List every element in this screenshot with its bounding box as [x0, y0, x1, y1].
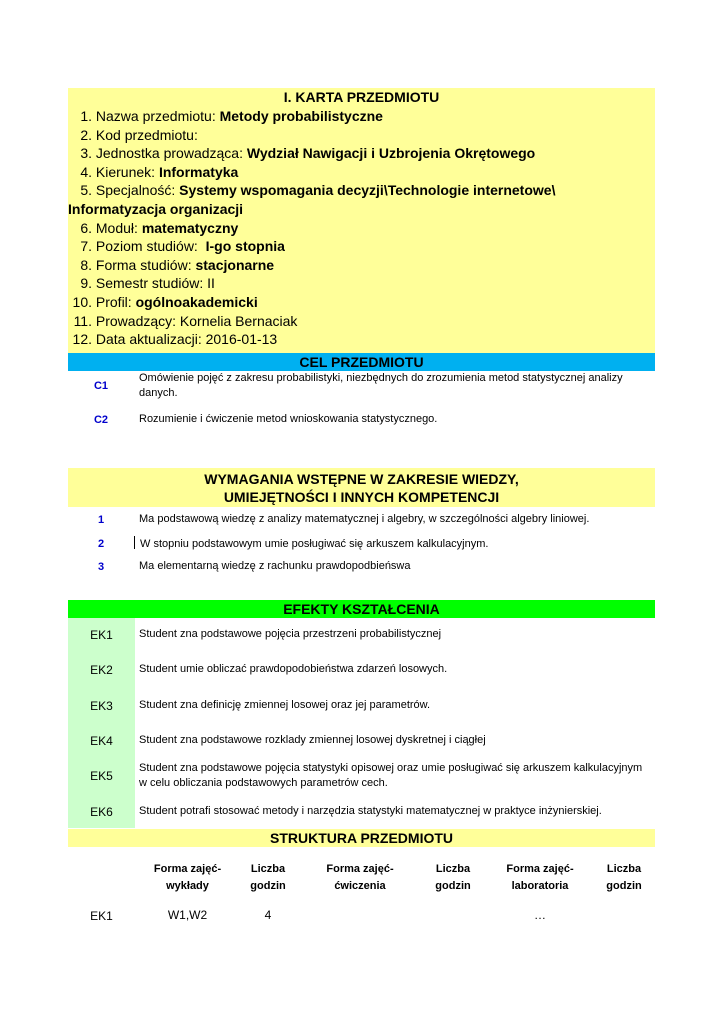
karta-item-number: 1. — [80, 108, 92, 124]
karta-item-value: stacjonarne — [195, 256, 275, 273]
karta-item-label: Prowadzący: Kornelia Bernaciak — [95, 312, 298, 329]
wymagania-title-line1: WYMAGANIA WSTĘPNE W ZAKRESIE WIEDZY, — [204, 471, 519, 487]
karta-item-label: Specjalność: — [95, 182, 180, 199]
cel-code-c1: C1 — [93, 380, 109, 392]
karta-item — [68, 274, 655, 293]
cel-text-c2: Rozumienie i ćwiczenie metod wnioskowania statystycznego. — [139, 413, 438, 425]
cel-title: CEL PRZEDMIOTU — [68, 353, 655, 371]
ek-text-1: Student zna podstawowe pojęcia przestrzeni probabilistycznej — [139, 628, 442, 640]
efekty-title: EFEKTY KSZTAŁCENIA — [68, 600, 655, 618]
ek-code-1: EK1 — [90, 628, 113, 642]
karta-item-number: 10. — [72, 293, 92, 310]
ek-code-6: EK6 — [90, 805, 113, 819]
wymaganie-row-2 — [134, 536, 654, 552]
karta-item-number: 3. — [80, 145, 92, 162]
karta-item-number: 8. — [80, 256, 92, 273]
ek-code-2: EK2 — [90, 663, 113, 677]
karta-item-label: Poziom studiów: — [95, 238, 206, 255]
ek-text-6: Student potrafi stosować metody i narzędzia statystyki matematycznej w praktyce inżynierskiej. — [139, 805, 602, 817]
karta-item-label: Nazwa przedmiotu: — [95, 108, 220, 124]
wymaganie-code-2: 2 — [97, 538, 105, 550]
karta-item — [68, 256, 655, 275]
ek-text-5: Student zna podstawowe pojęcia statystyki opisowej oraz umie posługiwać się arkuszem kalkulacyjnym w celu obliczania podstawowych parametrów cech. — [139, 762, 643, 789]
wymagania-title-line2: UMIEJĘTNOŚCI I INNYCH KOMPETENCJI — [223, 489, 500, 505]
header-liczba-godzin-3: Liczba godzin — [606, 863, 642, 892]
struktura-row-code: EK1 — [90, 909, 113, 923]
karta-item-number: 7. — [80, 238, 92, 255]
karta-item-label: Forma studiów: — [95, 256, 196, 273]
struktura-row-wyklady: W1,W2 — [167, 908, 208, 922]
karta-item — [68, 144, 655, 163]
karta-item — [68, 237, 655, 256]
karta-item-label: Semestr studiów: II — [95, 275, 215, 292]
wymagania-title — [68, 468, 655, 507]
wymaganie-text-2: W stopniu podstawowym umie posługiwać się arkuszem kalkulacyjnym. — [140, 538, 489, 550]
karta-item-value: Informatyka — [158, 163, 239, 180]
text-cursor-icon — [134, 536, 135, 549]
karta-item-label: Jednostka prowadząca: — [95, 145, 247, 162]
header-forma-cwiczenia: Forma zajęć- ćwiczenia — [326, 863, 394, 892]
header-forma-wyklady: Forma zajęć- wykłady — [153, 863, 222, 892]
wymaganie-code-1: 1 — [97, 514, 105, 526]
karta-item-label: Kod przedmiotu: — [95, 126, 198, 143]
karta-przedmiotu-section — [68, 88, 655, 353]
wymaganie-text-3: Ma elementarną wiedzę z rachunku prawdopodbieńswa — [139, 560, 411, 572]
karta-item-label: Data aktualizacji: 2016-01-13 — [95, 331, 278, 348]
karta-item-number: 6. — [80, 219, 92, 236]
wymaganie-code-3: 3 — [97, 561, 105, 573]
karta-item-number: 2. — [80, 126, 92, 143]
wymaganie-text-1: Ma podstawową wiedzę z analizy matematycznej i algebry, w szczególności algebry liniowej. — [139, 513, 590, 525]
karta-item — [68, 163, 655, 182]
karta-item-value: Metody probabilistyczne — [219, 108, 383, 124]
karta-list — [68, 107, 655, 349]
karta-item-label: Moduł: — [95, 219, 142, 236]
karta-item — [68, 107, 655, 126]
cel-text-c1: Omówienie pojęć z zakresu probabilistyki, niezbędnych do zrozumienia metod statystycznej analizy danych. — [139, 372, 623, 399]
karta-item — [68, 312, 655, 331]
karta-item-number: 11. — [73, 312, 92, 329]
karta-item — [68, 293, 655, 312]
struktura-row-laboratoria: … — [534, 908, 546, 922]
karta-item-number: 5. — [80, 182, 92, 199]
karta-item — [68, 126, 655, 145]
efekty-code-column — [68, 618, 135, 828]
karta-item — [68, 200, 655, 219]
struktura-row-godziny: 4 — [264, 908, 272, 922]
header-liczba-godzin-2: Liczba godzin — [435, 863, 471, 892]
karta-item-label: Kierunek: — [95, 163, 159, 180]
karta-title: I. KARTA PRZEDMIOTU — [283, 89, 440, 105]
karta-item-number: 9. — [80, 275, 92, 292]
ek-code-5: EK5 — [90, 769, 113, 783]
header-liczba-godzin-1: Liczba godzin — [250, 863, 286, 892]
karta-item — [68, 181, 655, 200]
karta-item-value: Informatyzacja organizacji — [68, 200, 244, 217]
ek-text-2: Student umie obliczać prawdopodobieństwa zdarzeń losowych. — [139, 663, 448, 675]
struktura-title: STRUKTURA PRZEDMIOTU — [68, 829, 655, 847]
karta-item — [68, 219, 655, 238]
ek-code-4: EK4 — [90, 734, 113, 748]
karta-item-label: Profil: — [95, 293, 136, 310]
karta-item-value: ogólnoakademicki — [135, 293, 258, 310]
karta-item-value: Wydział Nawigacji i Uzbrojenia Okrętowego — [246, 145, 536, 162]
ek-text-4: Student zna podstawowe rozklady zmiennej losowej dyskretnej i ciągłej — [139, 734, 486, 746]
header-forma-laboratoria: Forma zajęć- laboratoria — [506, 863, 574, 892]
karta-item-number: 4. — [80, 163, 92, 180]
ek-code-3: EK3 — [90, 699, 113, 713]
ek-text-3: Student zna definicję zmiennej losowej oraz jej parametrów. — [139, 699, 431, 711]
cel-code-c2: C2 — [93, 414, 109, 426]
karta-item — [68, 330, 655, 349]
karta-item-value: I-go stopnia — [205, 238, 285, 255]
karta-item-value: matematyczny — [141, 219, 239, 236]
karta-item-value: Systemy wspomagania decyzji\Technologie internetowe\ — [179, 182, 556, 199]
karta-item-number: 12. — [72, 331, 92, 348]
